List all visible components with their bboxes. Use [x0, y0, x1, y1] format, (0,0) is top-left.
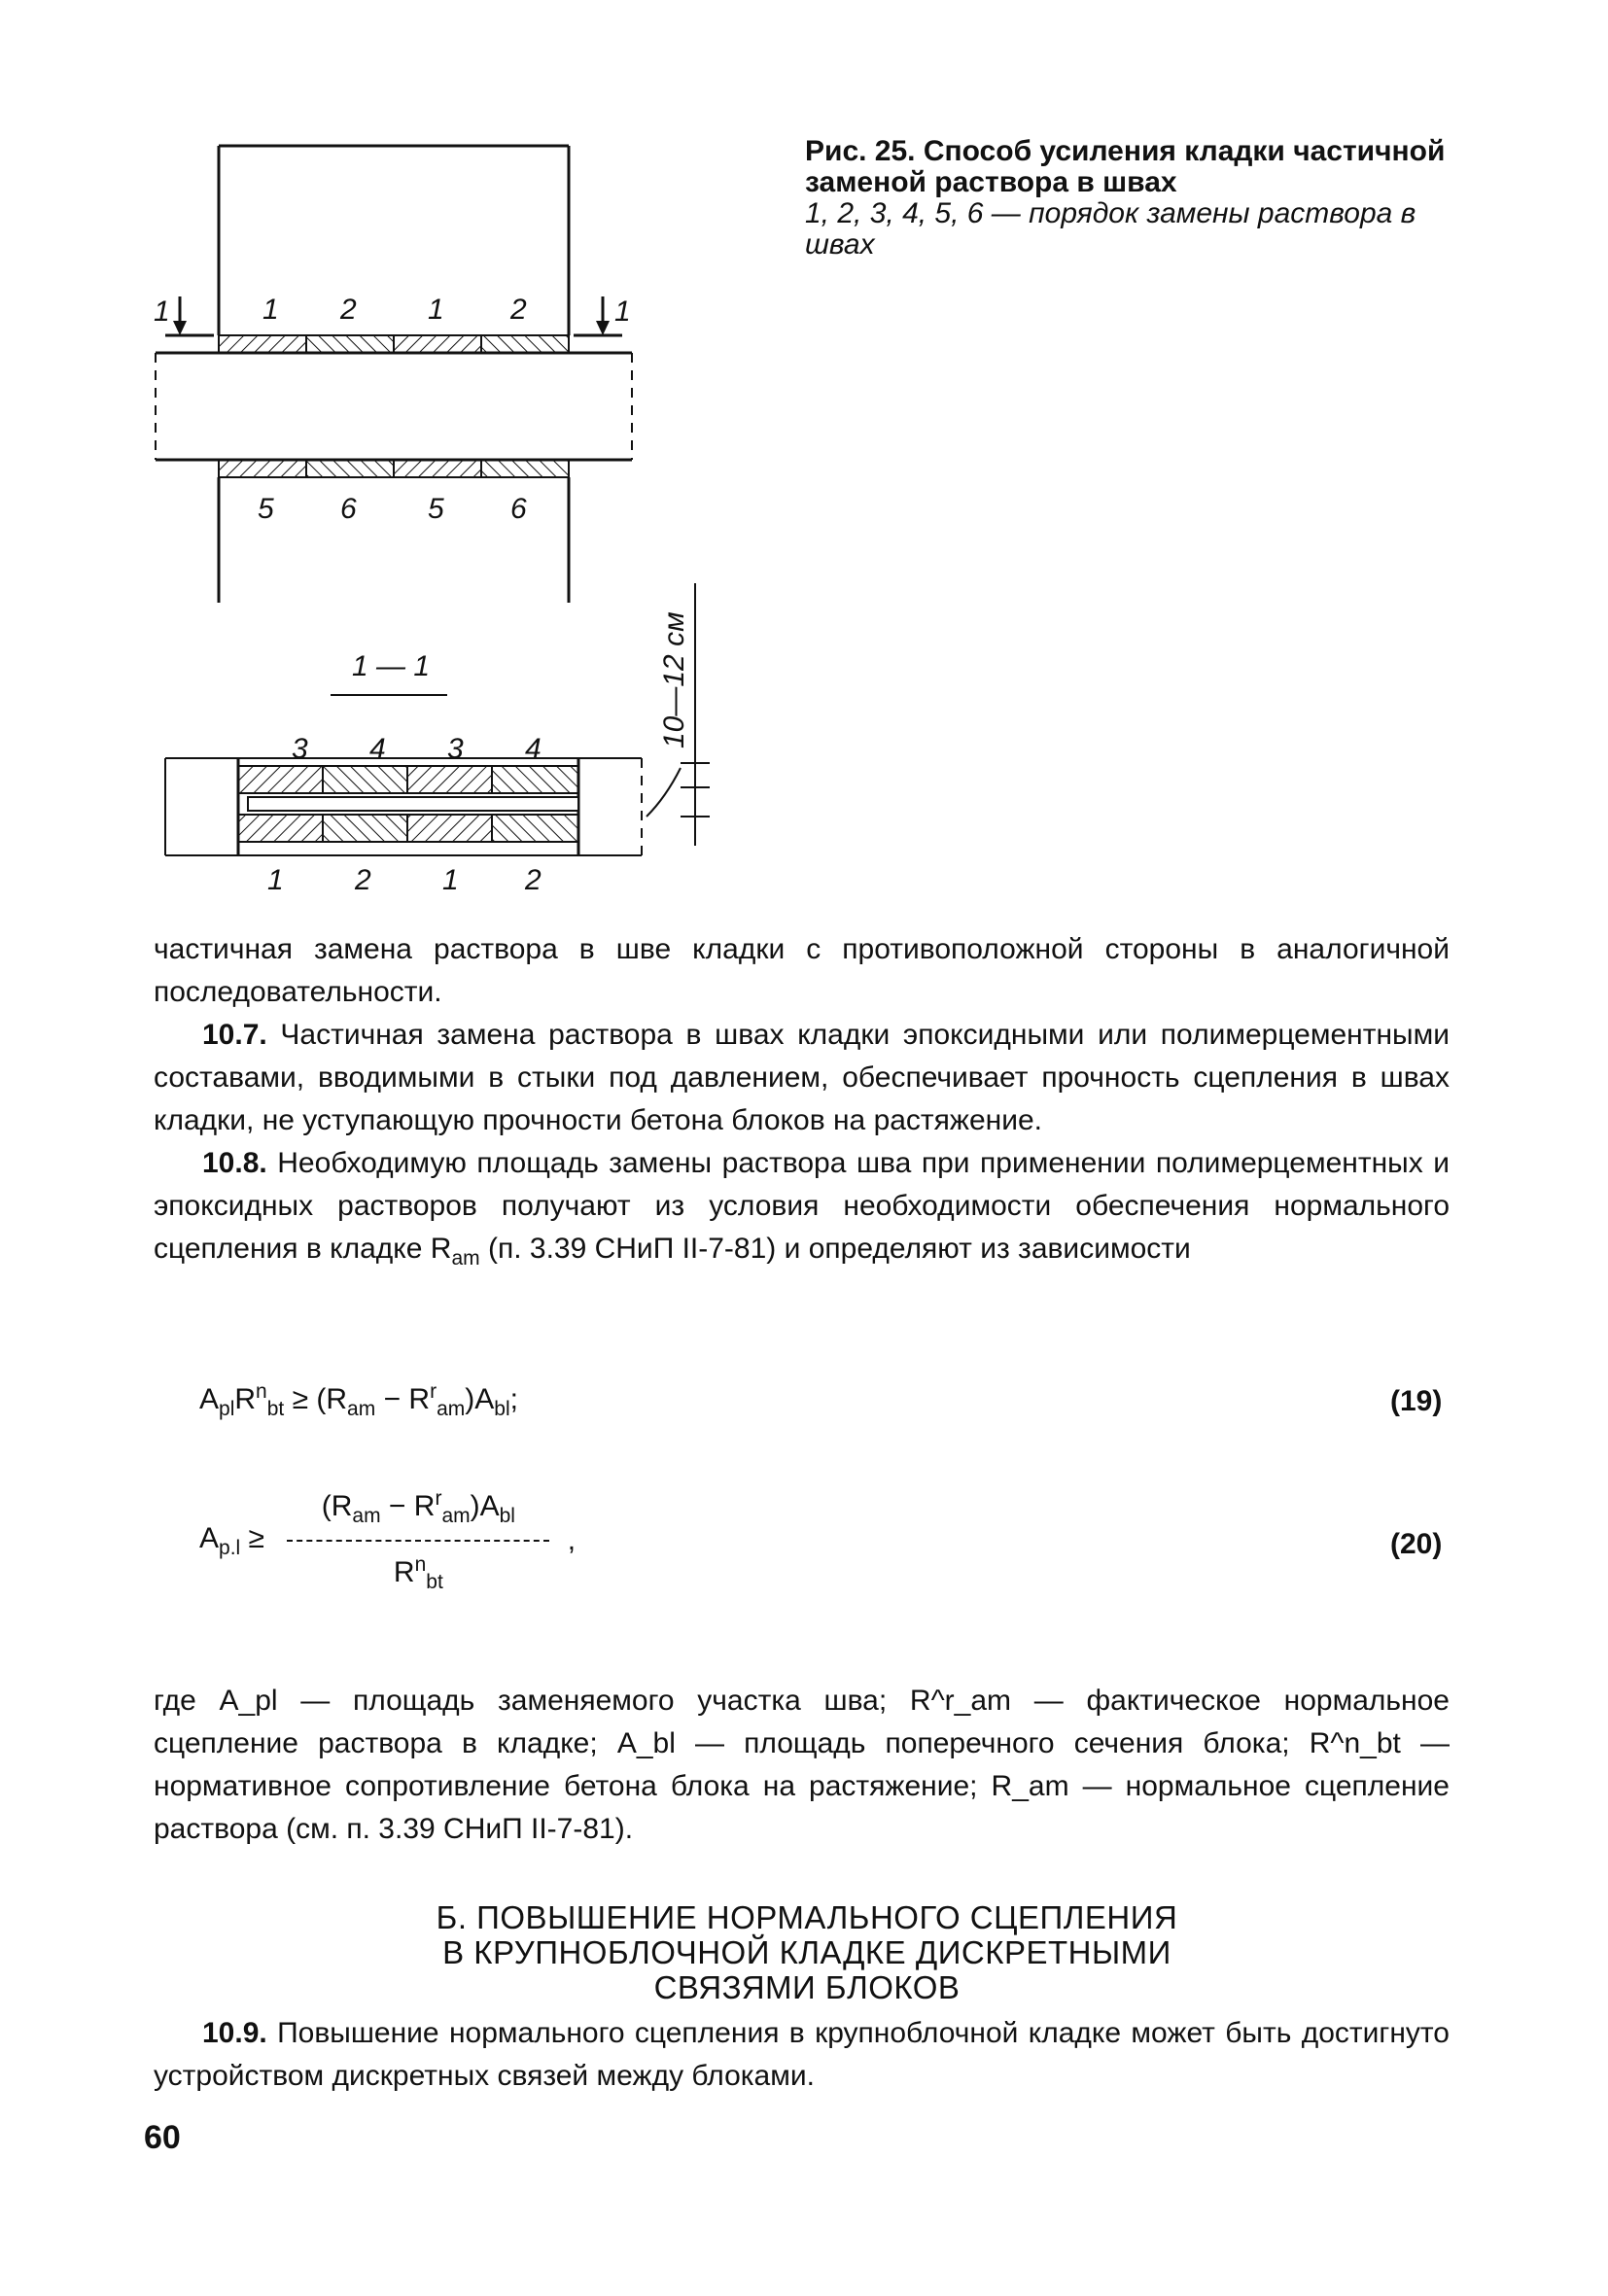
section-top-label: 3: [292, 733, 308, 765]
bottom-label: 6: [510, 493, 527, 525]
para-10-7: [154, 1014, 1450, 1142]
section-top-label: 3: [447, 733, 464, 765]
section-bottom-label: 1: [442, 864, 459, 896]
section-bottom-label: 1: [267, 864, 284, 896]
top-label: 2: [340, 294, 357, 326]
para-10-8: [154, 1142, 1450, 1280]
lower-joint: [219, 460, 569, 477]
heading-line: СВЯЗЯМИ БЛОКОВ: [653, 1969, 961, 2005]
para-10-9: [154, 2012, 1450, 2098]
section-bottom-label: 2: [525, 864, 542, 896]
caption-note: 1, 2, 3, 4, 5, 6 — порядок замены раствора в швах: [805, 197, 1416, 261]
body-text: [154, 928, 1450, 1280]
equation-20: $A_{p.l}$ ≥ $\frac{(R_{am} - R^r_{am})A_{bl}}{R^n_{bt}}$ ,: [199, 1487, 577, 1593]
para-subscript: am: [451, 1247, 480, 1270]
section-top-label: 4: [369, 733, 386, 765]
para-10-9-block: [154, 2012, 1450, 2098]
bottom-label: 5: [428, 493, 444, 525]
para-text: Необходимую площадь замены раствора шва при применении полимерцементных и эпоксидных растворов получают из условия необходимости обеспечения нормального сцепления в кладке R: [154, 1147, 1450, 1265]
heading-line: Б. ПОВЫШЕНИЕ НОРМАЛЬНОГО СЦЕПЛЕНИЯ: [436, 1899, 1178, 1935]
page-number: 60: [144, 2119, 181, 2156]
section-label: 1 — 1: [352, 650, 431, 682]
para-number: 10.9.: [202, 2017, 267, 2049]
para-number: 10.8.: [202, 1147, 267, 1179]
figure-25-diagram: [136, 126, 739, 904]
side-label-left: 1: [154, 296, 170, 328]
section-bottom-label: 2: [355, 864, 371, 896]
section-view: [165, 758, 642, 855]
figure-caption: [805, 136, 1486, 261]
equation-number-19: (19): [1390, 1385, 1443, 1417]
dimension-label: 10—12 см: [658, 611, 690, 748]
section-top-label: 4: [525, 733, 542, 765]
heading-line: В КРУПНОБЛОЧНОЙ КЛАДКЕ ДИСКРЕТНЫМИ: [442, 1934, 1171, 1970]
upper-joint: [219, 335, 569, 353]
para-text: Повышение нормального сцепления в крупноблочной кладке может быть достигнуто устройством дискретных связей между блоками.: [154, 2017, 1450, 2092]
equation-number-20: (20): [1390, 1528, 1443, 1560]
bottom-label: 6: [340, 493, 357, 525]
where-paragraph: [154, 1680, 1450, 1851]
where-text: где A_pl — площадь заменяемого участка шва; R^r_am — фактическое нормальное сцепление раствора в кладке; A_bl — площадь поперечного сечения блока; R^n_bt — нормативное сопротивление бетона блока на растяжение; R_am — нормальное сцепление раствора (см. п. 3.39 СНиП II-7-81).: [154, 1685, 1450, 1845]
top-label: 2: [510, 294, 527, 326]
top-label: 1: [428, 294, 444, 326]
bottom-label: 5: [258, 493, 274, 525]
section-heading: [321, 1900, 1293, 2005]
para-number: 10.7.: [202, 1019, 267, 1051]
arrow-left-icon: [165, 296, 214, 335]
para-text: Частичная замена раствора в швах кладки эпоксидными или полимерцементными составами, вводимыми в стыки под давлением, обеспечивает прочность сцепления в швах кладки, не уступающую прочности бетона блоков на растяжение.: [154, 1019, 1450, 1136]
equation-19: $A_{pl}R^n_{bt} \ge (R_{am} - R^r_{am})A_{bl}$;: [199, 1380, 518, 1420]
para-text: (п. 3.39 СНиП II-7-81) и определяют из зависимости: [479, 1233, 1191, 1265]
caption-title: Рис. 25. Способ усиления кладки частичной заменой раствора в швах: [805, 135, 1446, 198]
top-label: 1: [262, 294, 279, 326]
side-label-right: 1: [614, 296, 631, 328]
middle-block: [156, 353, 632, 460]
para-continuation: частичная замена раствора в шве кладки с противоположной стороны в аналогичной последовательности.: [154, 933, 1450, 1008]
